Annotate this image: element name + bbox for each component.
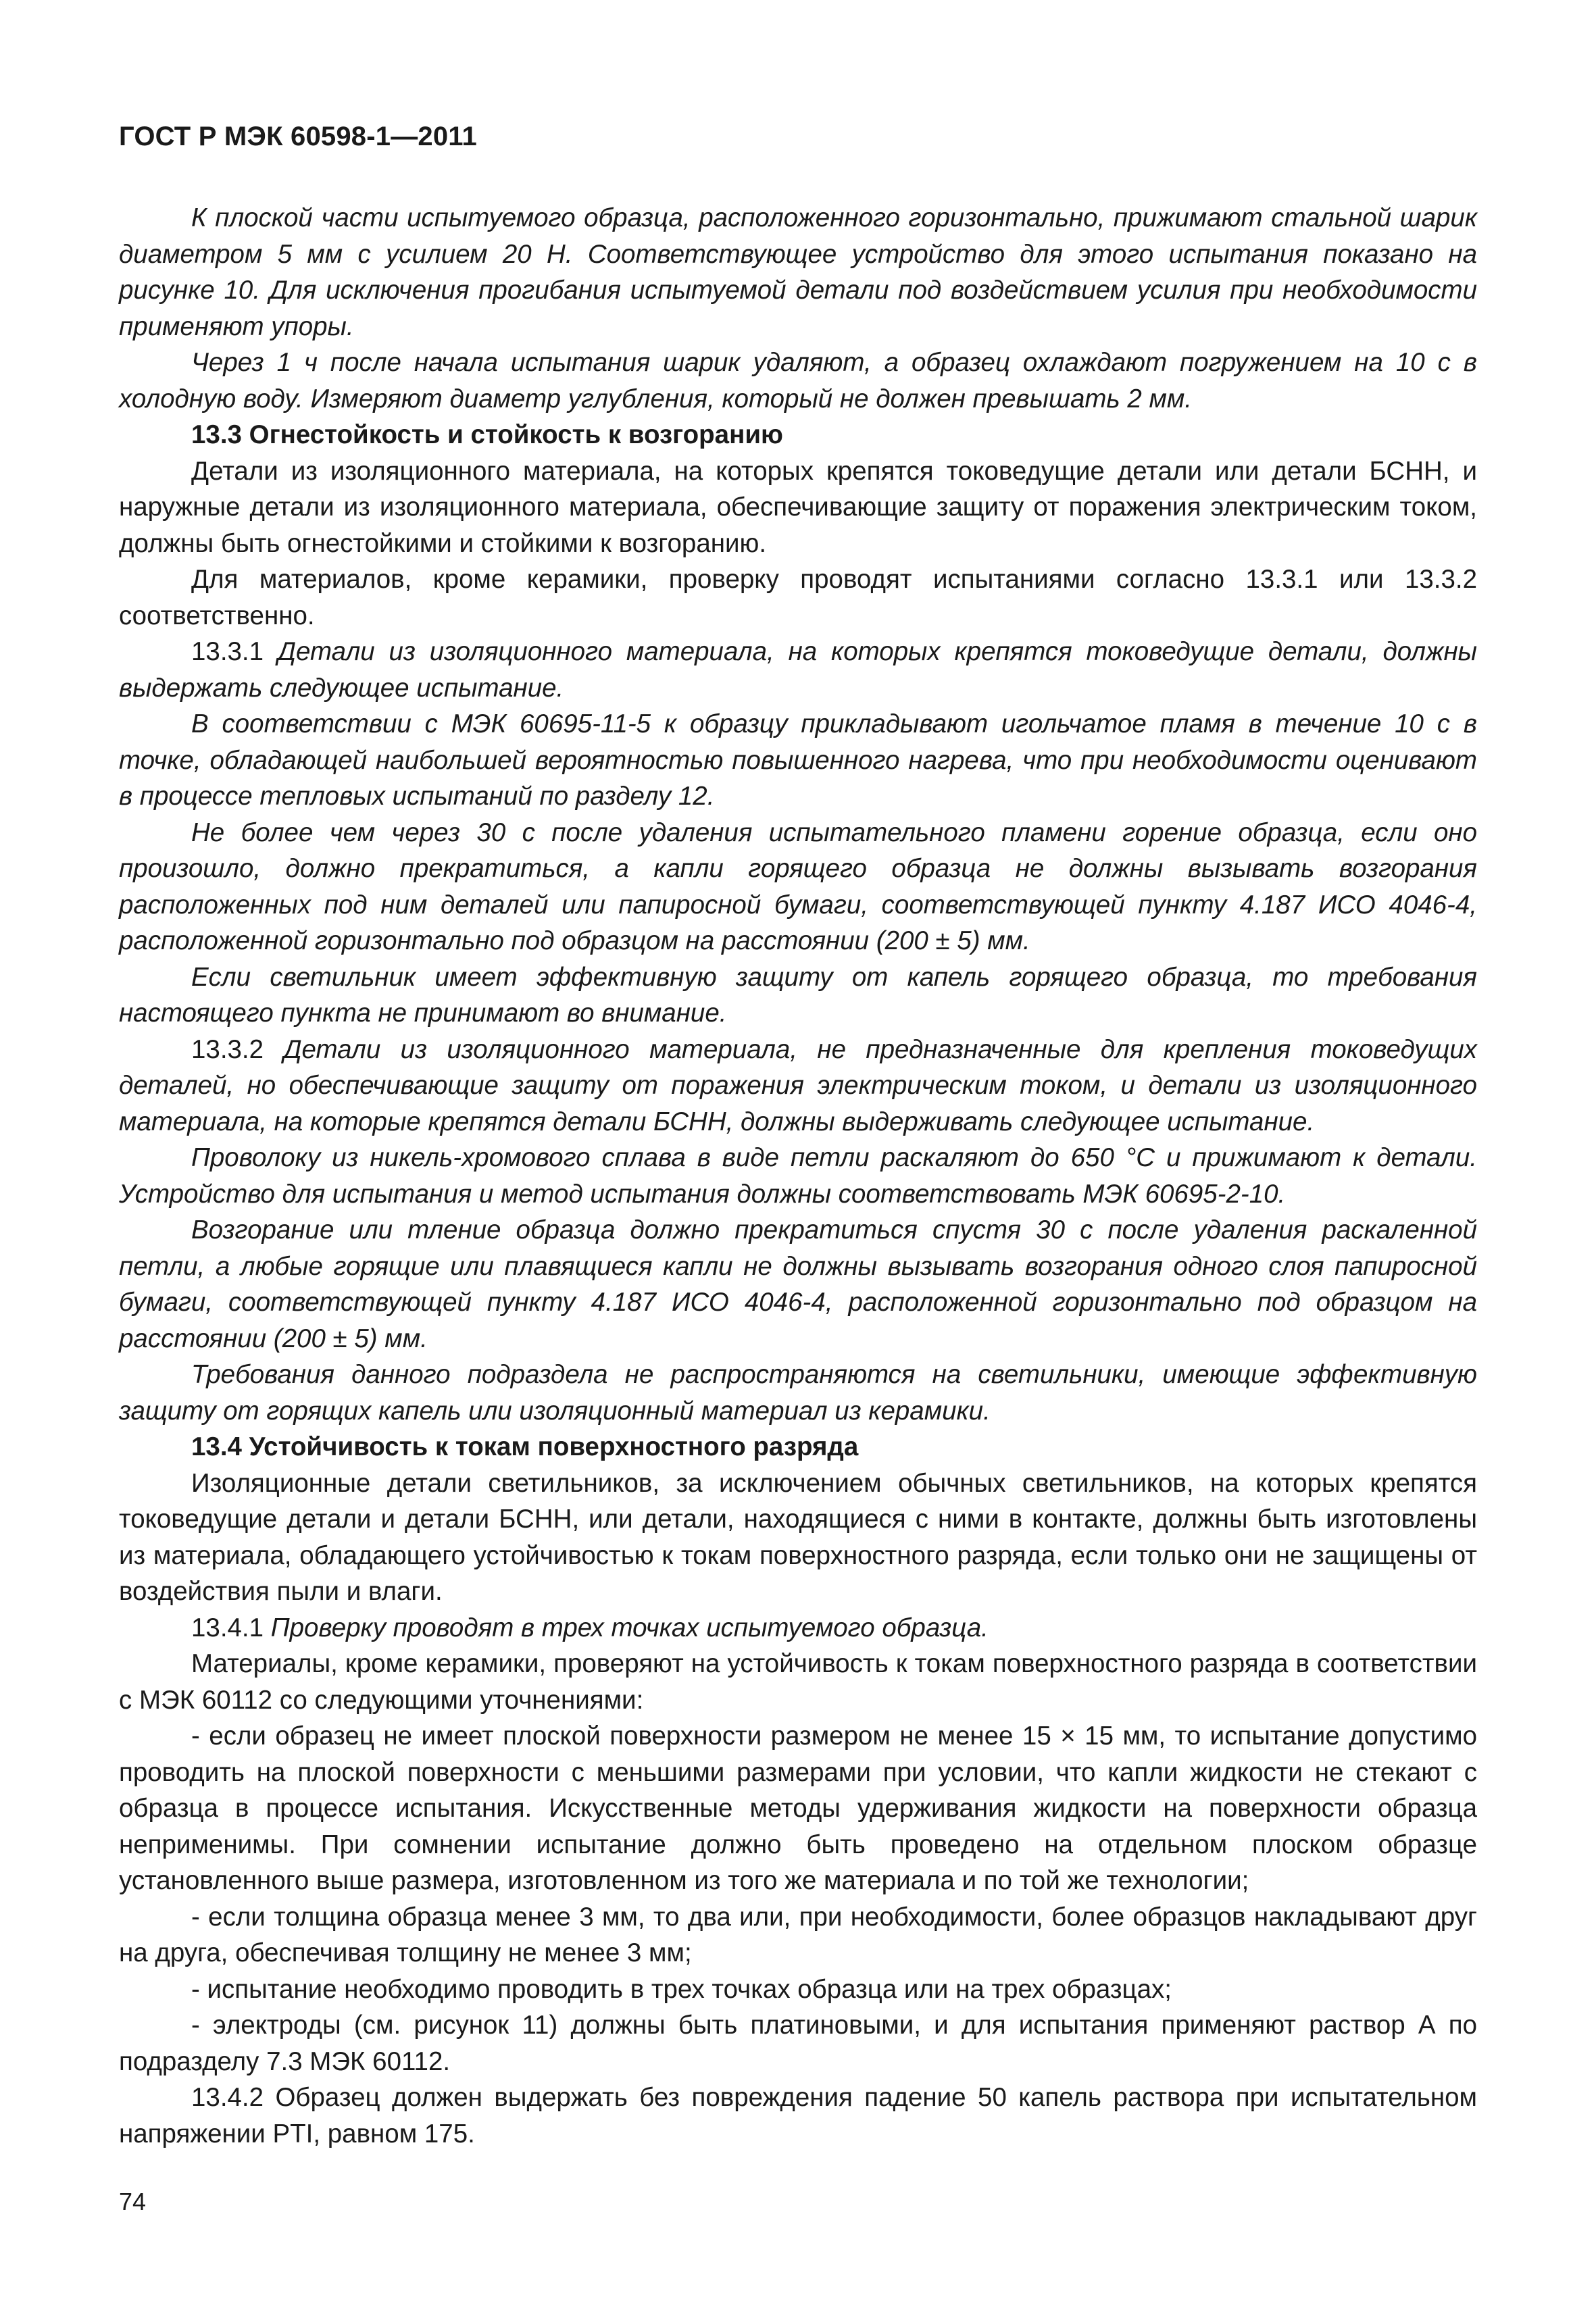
paragraph: Для материалов, кроме керамики, проверку проводят испытаниями согласно 13.3.1 или 13.3.2 соответственно. (119, 565, 1477, 630)
paragraph: Изоляционные детали светильников, за исключением обычных светильников, на которых крепятся токоведущие детали и детали БСНН, или детали, находящиеся с ними в контакте, должны быть изготовлены из материала, обладающего устойчивостью к токам поверхностного разряда, если только они не защищены от воздействия пыли и влаги. (119, 1468, 1477, 1606)
paragraph: Через 1 ч после начала испытания шарик удаляют, а образец охлаждают погружением на 10 с в холодную воду. Измеряют диаметр углубления, который не должен превышать 2 мм. (119, 348, 1477, 413)
page-number: 74 (119, 2188, 147, 2215)
section-heading: 13.4 Устойчивость к токам поверхностного разряда (191, 1432, 859, 1461)
clause-number: 13.3.1 (191, 637, 264, 666)
clause-text: Детали из изоляционного материала, не предназначенные для крепления токоведущих деталей, но обеспечивающие защиту от поражения электрическим током, и детали из изоляционного материала, на которые крепятся детали БСНН, должны выдерживать следующее испытание. (119, 1034, 1477, 1136)
list-item: - испытание необходимо проводить в трех точках образца или на трех образцах; (191, 1974, 1172, 2004)
paragraph: Требования данного подраздела не распространяются на светильники, имеющие эффективную защиту от горящих капель или изоляционный материал из керамики. (119, 1360, 1477, 1426)
paragraph: В соответствии с МЭК 60695-11-5 к образцу прикладывают игольчатое пламя в течение 10 с в точке, обладающей наибольшей вероятностью повышенного нагрева, что при необходимости оценивают в процессе тепловых испытаний по разделу 12. (119, 709, 1477, 811)
clause-number: 13.4.1 (191, 1613, 264, 1642)
paragraph: Если светильник имеет эффективную защиту от капель горящего образца, то требования настоящего пункта не принимают во внимание. (119, 962, 1477, 1028)
paragraph: Проволоку из никель-хромового сплава в виде петли раскаляют до 650 °С и прижимают к детали. Устройство для испытания и метод испытания должны соответствовать МЭК 60695-2-10. (119, 1143, 1477, 1209)
document-header: ГОСТ Р МЭК 60598-1—2011 (119, 122, 477, 151)
document-body (119, 200, 1477, 2152)
clause-text: Проверку проводят в трех точках испытуемого образца. (270, 1613, 989, 1642)
list-item: - электроды (см. рисунок 11) должны быть платиновыми, и для испытания применяют раствор А по подразделу 7.3 МЭК 60112. (119, 2011, 1477, 2076)
list-item: - если толщина образца менее 3 мм, то два или, при необходимости, более образцов накладывают друг на друга, обеспечивая толщину не менее 3 мм; (119, 1902, 1477, 1967)
section-heading: 13.3 Огнестойкость и стойкость к возгоранию (191, 420, 783, 449)
paragraph: Детали из изоляционного материала, на которых крепятся токоведущие детали или детали БСНН, и наружные детали из изоляционного материала, обеспечивающие защиту от поражения электрическим током, должны быть огнестойкими и стойкими к возгоранию. (119, 456, 1477, 558)
clause-13-4-1 (119, 1610, 1477, 1646)
paragraph: Не более чем через 30 с после удаления испытательного пламени горение образца, если оно произошло, должно прекратиться, а капли горящего образца не должны вызывать возгорания расположенных под ним деталей или папиросной бумаги, соответствующей пункту 4.187 ИСО 4046-4, расположенной горизонтально под образцом на расстоянии (200 ± 5) мм. (119, 818, 1477, 955)
paragraph: К плоской части испытуемого образца, расположенного горизонтально, прижимают стальной шарик диаметром 5 мм с усилием 20 Н. Соответствующее устройство для этого испытания показано на рисунке 10. Для исключения прогибания испытуемой детали под воздействием усилия при необходимости применяют упоры. (119, 203, 1477, 341)
paragraph: 13.4.2 Образец должен выдержать без повреждения падение 50 капель раствора при испытательном напряжении PTI, равном 175. (119, 2083, 1477, 2148)
list-item: - если образец не имеет плоской поверхности размером не менее 15 × 15 мм, то испытание допустимо проводить на плоской поверхности с меньшими размерами при условии, что капли жидкости не стекают с образца в процессе испытания. Искусственные методы удерживания жидкости на поверхности образца неприменимы. При сомнении испытание должно быть проведено на отдельном плоском образце установленного выше размера, изготовленном из того же материала и по той же технологии; (119, 1721, 1477, 1895)
paragraph: Материалы, кроме керамики, проверяют на устойчивость к токам поверхностного разряда в соответствии с МЭК 60112 со следующими уточнениями: (119, 1649, 1477, 1715)
clause-13-3-2 (119, 1032, 1477, 1140)
clause-text: Детали из изоляционного материала, на которых крепятся токоведущие детали, должны выдержать следующее испытание. (119, 637, 1478, 703)
clause-13-3-1 (119, 634, 1477, 706)
clause-number: 13.3.2 (191, 1034, 264, 1064)
paragraph: Возгорание или тление образца должно прекратиться спустя 30 с после удаления раскаленной петли, а любые горящие или плавящиеся капли не должны вызывать возгорания одного слоя папиросной бумаги, соответствующей пункту 4.187 ИСО 4046-4, расположенной горизонтально под образцом на расстоянии (200 ± 5) мм. (119, 1215, 1477, 1353)
